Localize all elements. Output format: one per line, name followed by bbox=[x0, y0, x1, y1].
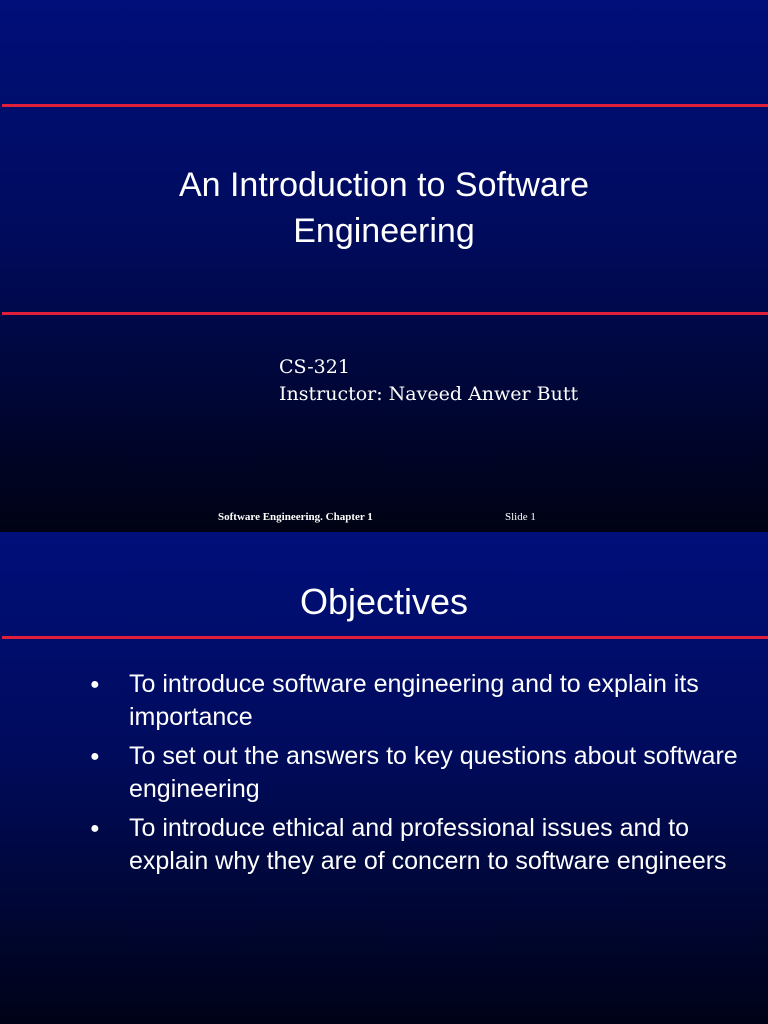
bullet-text: To introduce software engineering and to explain its importance bbox=[129, 670, 699, 731]
bullet-icon: ● bbox=[90, 748, 100, 765]
slide-footer-number: Slide 1 bbox=[505, 511, 536, 523]
bullet-text: To set out the answers to key questions about software engineering bbox=[129, 742, 738, 803]
slide-footer-chapter: Software Engineering. Chapter 1 bbox=[218, 511, 373, 523]
objectives-divider-line bbox=[2, 636, 768, 639]
slide-title bbox=[0, 162, 768, 254]
objectives-list bbox=[0, 668, 768, 884]
list-item bbox=[0, 740, 768, 806]
bullet-icon: ● bbox=[90, 676, 100, 693]
bullet-icon: ● bbox=[90, 820, 100, 837]
instructor-name: Instructor: Naveed Anwer Butt bbox=[279, 383, 579, 405]
objectives-slide bbox=[0, 532, 768, 1024]
bullet-text: To introduce ethical and professional issues and to explain why they are of concern to software engineers bbox=[129, 814, 727, 875]
course-code: CS-321 bbox=[279, 356, 350, 378]
objectives-title: Objectives bbox=[299, 581, 469, 622]
top-divider-line bbox=[2, 104, 768, 107]
slide-subtitle bbox=[279, 354, 578, 408]
list-item bbox=[0, 668, 768, 734]
bottom-divider-line bbox=[2, 312, 768, 315]
slide-title-line-1: An Introduction to Software bbox=[178, 166, 590, 204]
slide-title-line-2: Engineering bbox=[293, 212, 475, 250]
list-item bbox=[0, 812, 768, 878]
